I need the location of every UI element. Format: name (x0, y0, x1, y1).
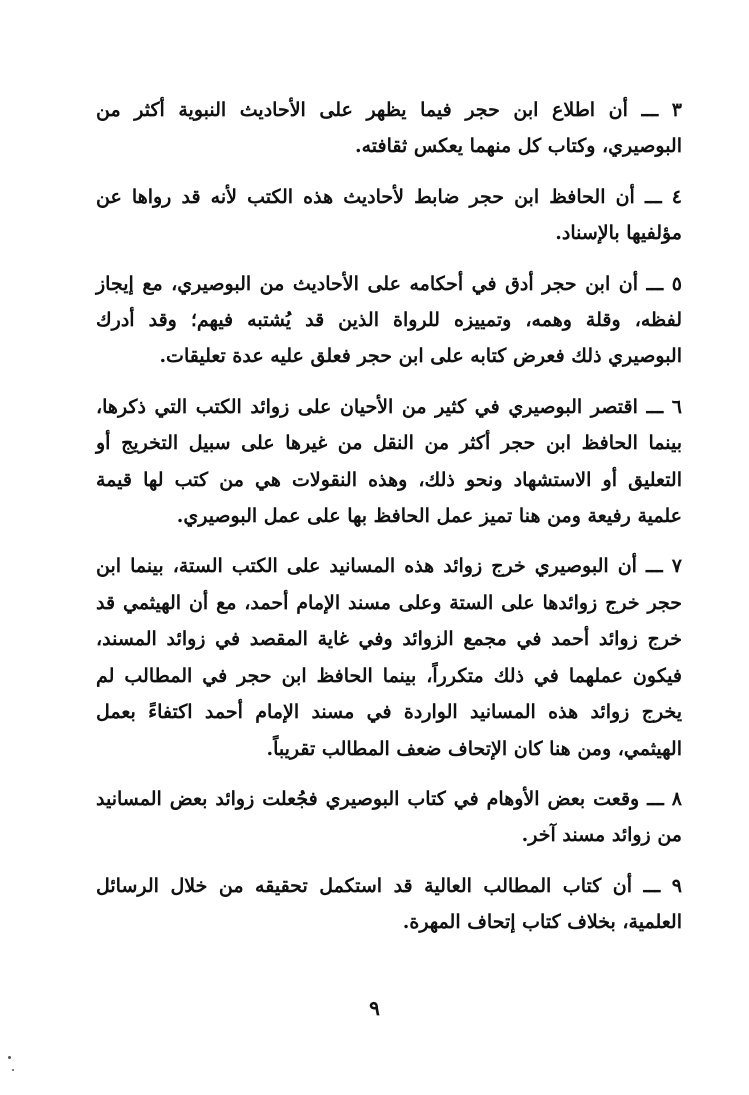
page-number: ٩ (369, 996, 380, 1020)
scan-speck (12, 1069, 14, 1071)
paragraph-point-3: ٣ ـــ أن اطلاع ابن حجر فيما يظهر على الأحاديث النبوية أكثر من البوصيري، وكتاب كل منهما يعكس ثقافته. (96, 99, 682, 158)
paragraph-point-8: ٨ ـــ وقعت بعض الأوهام في كتاب البوصيري فجُعلت زوائد بعض المسانيد من زوائد مسند آخر. (96, 787, 682, 847)
paragraph-point-4: ٤ ـــ أن الحافظ ابن حجر ضابط لأحاديث هذه الكتب لأنه قد رواها عن مؤلفيها بالإسناد. (96, 185, 682, 245)
scan-speck (8, 1056, 11, 1059)
paragraph-point-7: ٧ ـــ أن البوصيري خرج زوائد هذه المسانيد على الكتب الستة، بينما ابن حجر خرج زوائدها على الستة وعلى مسند الإمام أحمد، مع أن الهيثمي قد خرج زوائد أحمد في مجمع الزوائد وفي غاية المقصد في زوائد المسند، فيكون عملهما في ذلك متكرراً، بينما الحافظ ابن حجر في المطالب لم يخرج زوائد هذه المسانيد الواردة في مسند الإمام أحمد اكتفاءً بعمل الهيثمي، ومن هنا كان الإتحاف ضعف المطالب تقريباً. (96, 555, 682, 760)
page-body (96, 92, 682, 955)
paragraph-point-9: ٩ ـــ أن كتاب المطالب العالية قد استكمل تحقيقه من خلال الرسائل العلمية، بخلاف كتاب إتحاف المهرة. (96, 874, 682, 934)
paragraph-point-6: ٦ ـــ اقتصر البوصيري في كثير من الأحيان على زوائد الكتب التي ذكرها، بينما الحافظ ابن حجر أكثر من النقل من غيرها على سبيل التخريج أو التعليق أو الاستشهاد ونحو ذلك، وهذه النقولات هي من كتب لها قيمة علمية رفيعة ومن هنا تميز عمل الحافظ بها على عمل البوصيري. (96, 395, 682, 528)
paragraph-point-5: ٥ ـــ أن ابن حجر أدق في أحكامه على الأحاديث من البوصيري، مع إيجاز لفظه، وقلة وهمه، وتمييزه للرواة الذين قد يُشتبه فيهم؛ وقد أدرك البوصيري ذلك فعرض كتابه على ابن حجر فعلق عليه عدة تعليقات. (96, 272, 683, 368)
